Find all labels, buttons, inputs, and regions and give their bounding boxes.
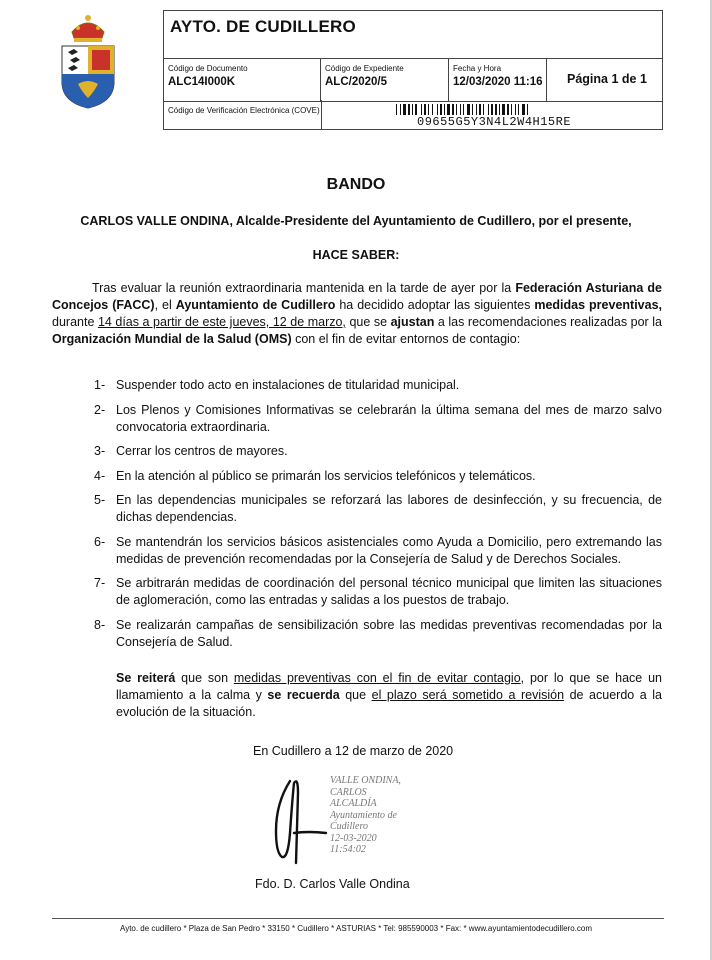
signature-mark [268,773,332,869]
barcode-bar [396,104,397,115]
stamp-line: Cudillero [330,821,368,832]
list-item [94,443,662,460]
stamp-line: VALLE ONDINA, [330,775,401,786]
electronic-signature-stamp [330,775,401,856]
doc-code-value: ALC14I000K [168,76,236,88]
barcode-bar [452,104,454,115]
list-item [94,492,662,526]
barcode-bar [472,104,473,115]
barcode-bar [507,104,509,115]
barcode-bar [467,104,470,115]
p1-text: que se [345,315,391,329]
barcode-bar [444,104,445,115]
p2-text: que [339,688,372,702]
barcode-bar [460,104,461,115]
barcode-bar [412,104,413,115]
barcode-bar [415,104,417,115]
footer-divider [52,918,664,919]
p1-text: a las recomendaciones realizadas por la [434,315,662,329]
item-number: 8- [94,617,106,632]
item-text: Cerrar los centros de mayores. [116,444,288,458]
barcode-bar [476,104,477,115]
p2-text: de acuerdo a la evolución de la situación. [116,688,662,719]
barcode-bar [421,104,422,115]
datetime-value: 12/03/2020 11:16 [453,76,543,88]
barcode-bar [437,104,438,115]
barcode-bar [511,104,512,115]
barcode-bar [522,104,525,115]
p1-text: ha decidido adoptar las siguientes [335,298,535,312]
p1-text: , el [154,298,176,312]
p1-bold-ajustan: ajustan [390,315,435,329]
item-text: En la atención al público se primarán los servicios telefónicos y telemáticos. [116,468,536,483]
item-text: Suspender todo acto en instalaciones de titularidad municipal. [116,378,460,392]
barcode-bar [518,104,519,115]
barcode-bar [400,104,401,115]
barcode-bar [424,104,426,115]
p1-text: durante [52,315,98,329]
stamp-line: 12-03-2020 [330,832,377,844]
barcode [396,104,604,115]
barcode-bar [408,104,410,115]
item-number: 3- [94,444,106,458]
list-item [94,534,662,568]
barcode-bar [463,104,464,115]
barcode-bar [440,104,442,115]
page-cell [547,59,662,101]
list-item [94,575,662,609]
p2-bold-reitera: Se reiterá [116,671,176,685]
list-item [94,377,662,394]
item-number: 5- [94,493,106,507]
footer-address: Ayto. de cudillero * Plaza de San Pedro * 33150 * Cudillero * ASTURIAS * Tel: 985590003 * Fax: * www.ayuntamientodecudillero.com [120,924,592,933]
cove-row [164,100,662,130]
item-number: 6- [94,534,106,549]
doc-code-label: Código de Documento [168,64,248,73]
place-date: En Cudillero a 12 de marzo de 2020 [253,744,454,758]
stamp-line: CARLOS [330,786,367,798]
doc-code-cell [164,59,321,101]
item-text: Se arbitrarán medidas de coordinación del personal técnico municipal que limiten las situaciones de aglomeración, como las entradas y salidas a los puestos de trabajo. [116,576,662,607]
item-number: 2- [94,402,106,417]
barcode-bar [527,104,528,115]
stamp-line: ALCALDÍA [330,798,377,809]
document-header [163,10,663,130]
barcode-bar [499,104,500,115]
signer-name: Fdo. D. Carlos Valle Ondina [255,877,410,891]
item-text: Se mantendrán los servicios básicos asistenciales como Ayuda a Domicilio, pero extremando las medidas de prevención recomendadas por la Consejería de Salud y de Derechos Sociales. [116,534,662,566]
file-code-label: Código de Expediente [325,64,404,73]
intro-line: CARLOS VALLE ONDINA, Alcalde-Presidente del Ayuntamiento de Cudillero, por el presente, [80,214,632,228]
list-item [94,617,662,651]
file-code-cell [321,59,449,101]
cove-separator [321,100,322,130]
barcode-bar [491,104,493,115]
barcode-bar [495,104,497,115]
p1-bold-facc: Federación Asturiana de Concejos (FACC) [52,281,662,312]
p1-underlined-period: 14 días a partir de este jueves, 12 de marzo, [97,315,346,329]
stamp-line: Ayuntamiento de [330,809,397,821]
item-number: 1- [94,378,106,392]
p2-underlined-medidas: medidas preventivas con el fin de evitar contagio [233,671,521,685]
paragraph-closing [116,670,662,721]
barcode-bar [456,104,457,115]
barcode-bar [483,104,484,115]
list-item [94,402,662,436]
item-text: En las dependencias municipales se reforzará las labores de desinfección, y su frecuencia, de dichas dependencias. [116,493,662,524]
datetime-label: Fecha y Hora [453,64,502,73]
coat-of-arms-icon [58,12,118,112]
barcode-bar [432,104,433,115]
measures-list [94,377,662,658]
stamp-line: 11:54:02 [330,844,366,855]
item-text: Se realizarán campañas de sensibilización sobre las medidas preventivas recomendadas por la Consejería de Salud. [116,617,662,649]
item-number: 7- [94,576,106,590]
cove-label: Código de Verificación Electrónica (COVE) [168,106,320,115]
document-title: BANDO [326,176,386,193]
list-item [94,468,662,485]
p2-underlined-plazo: el plazo será sometido a revisión [371,688,565,702]
p2-text: que son [175,671,234,685]
item-number: 4- [94,468,106,483]
page-number: Página 1 de 1 [567,72,647,86]
p1-bold-ayuntamiento: Ayuntamiento de Cudillero [175,298,336,312]
file-code-value: ALC/2020/5 [325,76,388,88]
header-info-row [164,58,662,102]
barcode-bar [428,104,429,115]
barcode-bar [488,104,489,115]
p2-bold-recuerda: se recuerda [267,688,340,702]
datetime-cell [449,59,547,101]
paragraph-intro [52,280,662,348]
hace-saber-heading: HACE SABER: [312,248,400,262]
p1-bold-medidas: medidas preventivas, [534,298,662,312]
p2-text: , por lo que se hace un llamamiento a la calma y [116,671,662,702]
barcode-bar [447,104,450,115]
p1-text: Tras evaluar la reunión extraordinaria mantenida en la tarde de ayer por la [92,281,516,295]
p1-text: con el fin de evitar entornos de contagio: [291,332,521,346]
org-title: AYTO. DE CUDILLERO [170,17,356,36]
barcode-bar [403,104,406,115]
barcode-bar [502,104,505,115]
cove-code: 09655G5Y3N4L2W4H15RE [417,115,572,129]
barcode-bar [515,104,516,115]
barcode-bar [479,104,481,115]
item-text: Los Plenos y Comisiones Informativas se celebrarán la última semana del mes de marzo salvo convocatoria extraordinaria. [116,402,662,434]
p1-bold-oms: Organización Mundial de la Salud (OMS) [52,332,292,346]
